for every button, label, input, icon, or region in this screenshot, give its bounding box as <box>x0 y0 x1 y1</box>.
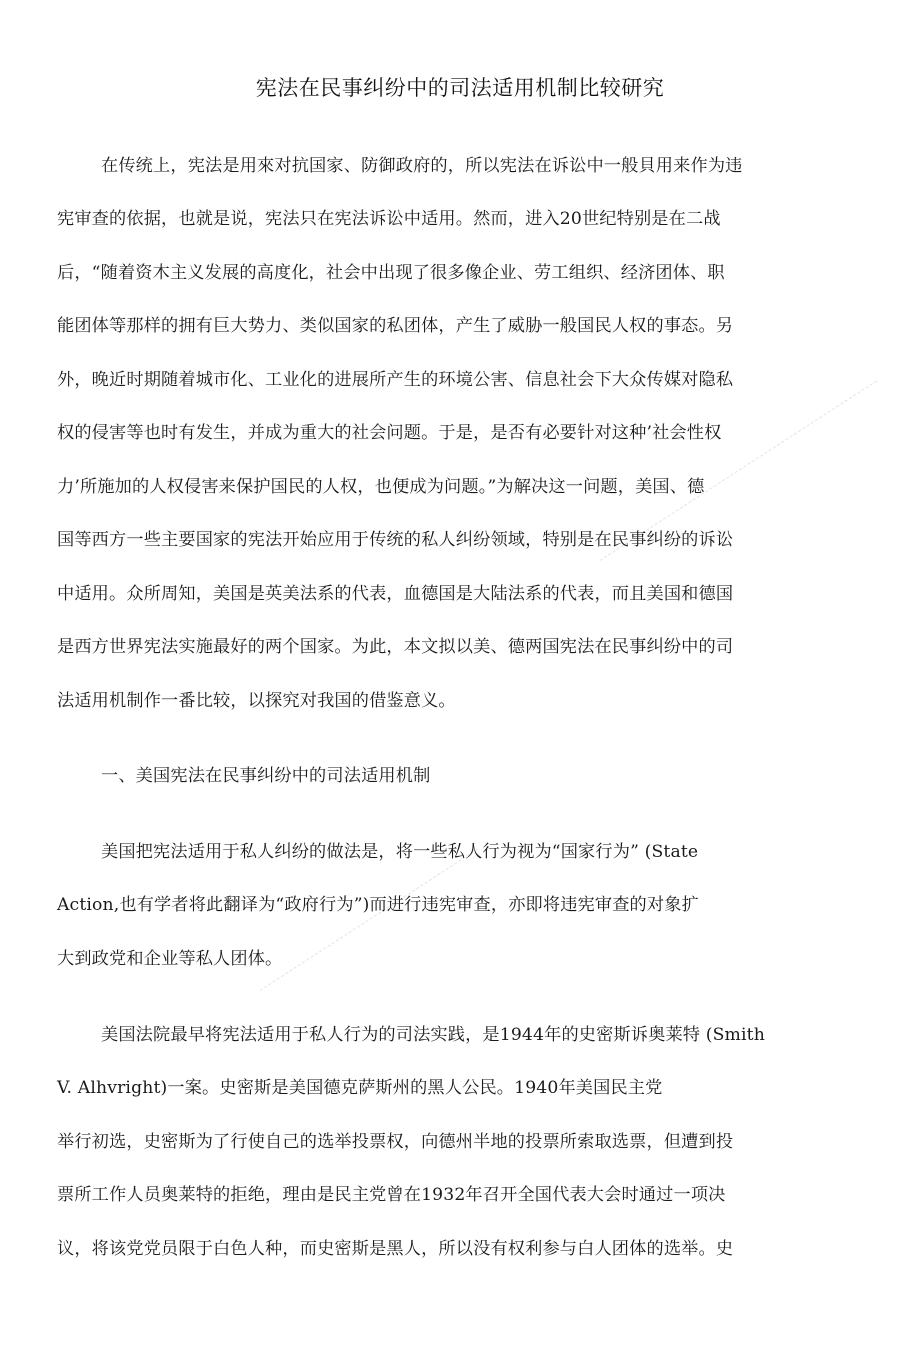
paragraph-line: 国等西方一些主要国家的宪法开始应用于传统的私人纠纷领域，特别是在民事纠纷的诉讼 <box>57 530 734 550</box>
paragraph-line: 议，将该党党员限于白色人种，而史密斯是黑人，所以没有权利参与白人团体的选举。史 <box>57 1239 734 1259</box>
paragraph-line: 大到政党和企业等私人团体。 <box>57 949 283 969</box>
paragraph-line: 票所工作人员奥莱特的拒绝，理由是民主党曾在1932年召开全国代表大会时通过一项决 <box>57 1185 726 1205</box>
paragraph-line: 权的侵害等也时有发生，并成为重大的社会问题。于是，是否有必要针对这种’社会性权 <box>57 423 722 443</box>
paragraph-line: 是西方世界宪法实施最好的两个国家。为此，本文拟以美、德两国宪法在民事纠纷中的司 <box>57 637 734 657</box>
paragraph-line: 法适用机制作一番比较，以探究对我国的借鉴意义。 <box>57 691 456 711</box>
paragraph-line: 中适用。众所周知，美国是英美法系的代表，血德国是大陆法系的代表，而且美国和德国 <box>57 584 734 604</box>
paragraph-line: Action,也有学者将此翻译为“政府行为”)而进行违宪审查，亦即将违宪审查的对象扩 <box>57 895 699 915</box>
paragraph-line: 举行初选，史密斯为了行使自己的选举投票权，向德州半地的投票所索取选票，但遭到投 <box>57 1132 734 1152</box>
paragraph-line: 美国法院最早将宪法适用于私人行为的司法实践，是1944年的史密斯诉奥莱特 (Smith <box>101 1025 765 1045</box>
paragraph-line: 外，晚近时期随着城市化、工业化的进展所产生的环境公害、信息社会下大众传媒对隐私 <box>57 370 734 390</box>
paragraph-line: 美国把宪法适用于私人纠纷的做法是，将一些私人行为视为“国家行为” (State <box>101 842 699 862</box>
paragraph-line: 力’所施加的人权侵害来保护国民的人权，也便成为问题。”为解决这一问题，美国、德 <box>57 477 705 497</box>
paragraph-line: 能团体等那样的拥有巨大势力、类似国家的私团体，产生了威胁一般国民人权的事态。另 <box>57 316 734 336</box>
document-title: 宪法在民事纠纷中的司法适用机制比较研究 <box>255 76 665 100</box>
paragraph-line: 在传统上，宪法是用來对抗国家、防御政府的，所以宪法在诉讼中一般貝用来作为违 <box>101 156 743 176</box>
paragraph-line: V. Alhvright)一案。史密斯是美国德克萨斯州的黑人公民。1940年美国民主党 <box>57 1078 663 1098</box>
watermark-stroke <box>260 848 479 990</box>
section-heading: 一、美国宪法在民事纠纷中的司法适用机制 <box>101 766 431 786</box>
paragraph-line: 宪审查的依据，也就是说，宪法只在宪法诉讼中适用。然而，进入20世纪特别是在二战 <box>57 209 721 229</box>
paragraph-line: 后，“随着资木主义发展的高度化，社会中出现了很多像企业、劳工组织、经济团体、职 <box>57 263 725 283</box>
